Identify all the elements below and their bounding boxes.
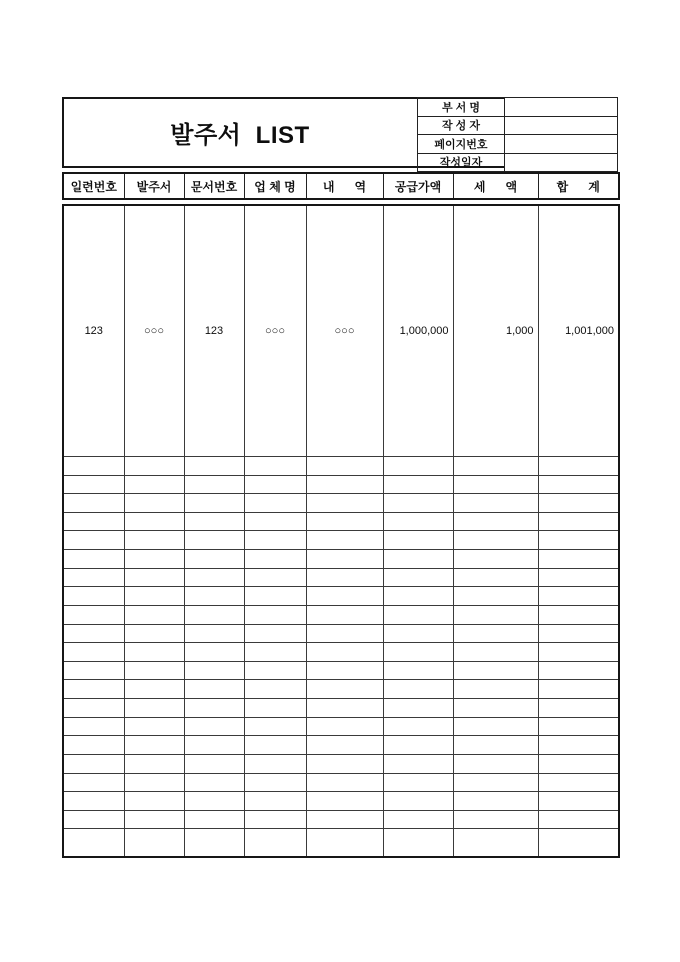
column-header-details: 내 역: [306, 173, 383, 199]
column-header-serial-no: 일련번호: [63, 173, 124, 199]
table-cell: [244, 494, 306, 513]
table-cell: [306, 754, 383, 773]
table-cell: [63, 605, 124, 624]
table-cell: [63, 680, 124, 699]
table-cell: [184, 699, 244, 718]
table-cell: [244, 829, 306, 857]
info-table: [417, 97, 618, 172]
table-cell: [124, 643, 184, 662]
table-cell: [244, 643, 306, 662]
column-header-tax-amount: 세 액: [453, 173, 538, 199]
table-cell: [383, 717, 453, 736]
table-cell: [383, 829, 453, 857]
table-cell: [453, 531, 538, 550]
table-cell: [244, 624, 306, 643]
table-cell: [306, 661, 383, 680]
info-row-department: [418, 98, 618, 117]
table-cell: [124, 810, 184, 829]
table-row: [63, 456, 619, 475]
table-cell: [453, 829, 538, 857]
table-row: [63, 680, 619, 699]
table-cell: [306, 550, 383, 569]
table-cell: [63, 494, 124, 513]
info-label-department: 부 서 명: [418, 98, 505, 117]
table-cell: [383, 792, 453, 811]
table-row: [63, 792, 619, 811]
table-cell: [124, 550, 184, 569]
table-cell: [184, 550, 244, 569]
table-cell: [63, 810, 124, 829]
table-cell: [538, 810, 619, 829]
table-cell: [63, 699, 124, 718]
table-cell: [244, 754, 306, 773]
table-cell: [306, 680, 383, 699]
table-cell: [306, 512, 383, 531]
table-cell: [306, 736, 383, 755]
table-cell: [124, 624, 184, 643]
table-cell: [124, 475, 184, 494]
table-cell: [306, 587, 383, 606]
table-cell: [63, 717, 124, 736]
table-row: [63, 717, 619, 736]
table-cell: [383, 736, 453, 755]
table-cell: [538, 754, 619, 773]
table-cell: [63, 531, 124, 550]
table-cell: [244, 810, 306, 829]
table-cell: [453, 661, 538, 680]
table-cell: [453, 494, 538, 513]
table-cell: [184, 754, 244, 773]
table-cell: [538, 717, 619, 736]
table-cell: [306, 456, 383, 475]
table-row: [63, 512, 619, 531]
table-cell: ○○○: [244, 205, 306, 456]
table-cell: [124, 699, 184, 718]
table-cell: [124, 717, 184, 736]
table-cell: [453, 605, 538, 624]
info-value-date: [505, 153, 618, 172]
data-grid: [62, 204, 620, 858]
table-row: [63, 773, 619, 792]
table-cell: 123: [184, 205, 244, 456]
table-cell: [184, 736, 244, 755]
table-cell: [244, 456, 306, 475]
table-cell: [383, 475, 453, 494]
table-cell: [244, 605, 306, 624]
column-header-supply-value: 공급가액: [383, 173, 453, 199]
table-cell: [306, 829, 383, 857]
table-cell: [453, 736, 538, 755]
table-cell: [184, 605, 244, 624]
table-cell: [184, 512, 244, 531]
table-cell: [453, 550, 538, 569]
table-cell: 1,001,000: [538, 205, 619, 456]
table-cell: [383, 643, 453, 662]
table-cell: [538, 456, 619, 475]
table-cell: [453, 475, 538, 494]
table-cell: [538, 624, 619, 643]
table-cell: [184, 661, 244, 680]
column-header-total: 합 계: [538, 173, 619, 199]
table-cell: [184, 475, 244, 494]
table-cell: [383, 661, 453, 680]
table-cell: [453, 754, 538, 773]
form-title: 발주서 LIST: [170, 122, 310, 149]
table-cell: [244, 661, 306, 680]
info-label-page-number: 페이지번호: [418, 135, 505, 154]
table-cell: [244, 475, 306, 494]
column-header-row: [63, 173, 619, 199]
table-row: [63, 531, 619, 550]
table-row: [63, 643, 619, 662]
table-row: [63, 829, 619, 857]
table-cell: [306, 792, 383, 811]
table-cell: [63, 568, 124, 587]
table-cell: [124, 680, 184, 699]
table-cell: [383, 754, 453, 773]
table-cell: [124, 531, 184, 550]
info-value-author: [505, 116, 618, 135]
table-cell: [184, 680, 244, 699]
table-cell: [244, 550, 306, 569]
info-row-author: [418, 116, 618, 135]
table-cell: [306, 475, 383, 494]
table-cell: [538, 550, 619, 569]
table-cell: [63, 512, 124, 531]
table-cell: [244, 736, 306, 755]
table-cell: [244, 773, 306, 792]
info-value-department: [505, 98, 618, 117]
table-cell: [306, 605, 383, 624]
table-row: [63, 568, 619, 587]
column-header-document-no: 문서번호: [184, 173, 244, 199]
table-cell: [124, 568, 184, 587]
table-cell: [124, 661, 184, 680]
table-cell: [306, 717, 383, 736]
table-cell: [63, 754, 124, 773]
table-cell: [453, 587, 538, 606]
table-cell: [306, 773, 383, 792]
table-cell: [383, 773, 453, 792]
table-cell: [383, 531, 453, 550]
table-row: [63, 624, 619, 643]
table-cell: [383, 456, 453, 475]
table-cell: [538, 531, 619, 550]
table-cell: 1,000,000: [383, 205, 453, 456]
table-cell: [63, 456, 124, 475]
table-cell: [184, 531, 244, 550]
table-cell: [538, 699, 619, 718]
table-cell: [453, 699, 538, 718]
table-row: [63, 475, 619, 494]
table-cell: [538, 605, 619, 624]
info-label-date: 작성일자: [418, 153, 505, 172]
table-cell: 123: [63, 205, 124, 456]
table-cell: [244, 568, 306, 587]
table-cell: [63, 475, 124, 494]
table-cell: [184, 494, 244, 513]
table-cell: [184, 773, 244, 792]
table-cell: [184, 568, 244, 587]
column-header-table: [62, 172, 620, 200]
table-cell: [306, 568, 383, 587]
table-cell: [63, 792, 124, 811]
table-cell: ○○○: [124, 205, 184, 456]
table-cell: [124, 792, 184, 811]
table-cell: [383, 587, 453, 606]
table-cell: [306, 531, 383, 550]
table-cell: [383, 605, 453, 624]
table-cell: [244, 680, 306, 699]
table-cell: [184, 829, 244, 857]
table-cell: [453, 792, 538, 811]
table-cell: [538, 792, 619, 811]
table-cell: [184, 643, 244, 662]
table-cell: [383, 494, 453, 513]
table-cell: [244, 792, 306, 811]
table-cell: [244, 512, 306, 531]
table-cell: [244, 717, 306, 736]
table-cell: [63, 661, 124, 680]
table-cell: [124, 494, 184, 513]
table-cell: [124, 754, 184, 773]
table-cell: [538, 661, 619, 680]
table-cell: [453, 456, 538, 475]
table-cell: [63, 829, 124, 857]
info-value-page-number: [505, 135, 618, 154]
table-cell: [63, 773, 124, 792]
table-cell: [184, 717, 244, 736]
column-header-order-form: 발주서: [124, 173, 184, 199]
table-cell: [124, 773, 184, 792]
table-cell: 1,000: [453, 205, 538, 456]
table-cell: [184, 810, 244, 829]
table-cell: [63, 624, 124, 643]
table-cell: [538, 587, 619, 606]
table-cell: [63, 550, 124, 569]
table-cell: [383, 810, 453, 829]
table-cell: [538, 829, 619, 857]
table-cell: [538, 680, 619, 699]
table-row: [63, 205, 619, 456]
table-cell: [124, 829, 184, 857]
table-cell: [453, 624, 538, 643]
table-cell: [63, 643, 124, 662]
table-cell: [453, 717, 538, 736]
table-cell: [184, 456, 244, 475]
table-cell: [306, 624, 383, 643]
data-grid-body: [63, 205, 619, 857]
table-cell: [538, 643, 619, 662]
table-row: [63, 661, 619, 680]
table-cell: [124, 512, 184, 531]
table-cell: [306, 699, 383, 718]
order-list-form: [62, 97, 618, 858]
table-cell: [383, 699, 453, 718]
table-cell: [538, 512, 619, 531]
table-cell: [124, 456, 184, 475]
table-cell: [244, 531, 306, 550]
form-header-block: [62, 97, 618, 168]
table-cell: [383, 512, 453, 531]
table-cell: [453, 643, 538, 662]
table-cell: [383, 624, 453, 643]
table-cell: [306, 494, 383, 513]
table-row: [63, 550, 619, 569]
table-cell: [124, 587, 184, 606]
table-cell: [453, 810, 538, 829]
table-cell: [63, 587, 124, 606]
info-row-page-number: [418, 135, 618, 154]
table-cell: [124, 736, 184, 755]
table-row: [63, 587, 619, 606]
table-cell: [538, 773, 619, 792]
table-cell: [538, 736, 619, 755]
table-cell: [538, 494, 619, 513]
table-row: [63, 810, 619, 829]
table-cell: [184, 624, 244, 643]
table-row: [63, 494, 619, 513]
table-row: [63, 736, 619, 755]
table-row: [63, 699, 619, 718]
table-cell: [453, 512, 538, 531]
table-cell: [453, 568, 538, 587]
table-cell: [63, 736, 124, 755]
table-cell: [383, 550, 453, 569]
table-cell: [184, 792, 244, 811]
table-cell: [184, 587, 244, 606]
table-cell: ○○○: [306, 205, 383, 456]
table-row: [63, 754, 619, 773]
table-cell: [383, 680, 453, 699]
info-row-date: [418, 153, 618, 172]
table-cell: [453, 773, 538, 792]
column-header-company-name: 업 체 명: [244, 173, 306, 199]
table-cell: [306, 643, 383, 662]
table-cell: [124, 605, 184, 624]
table-cell: [453, 680, 538, 699]
info-label-author: 작 성 자: [418, 116, 505, 135]
table-cell: [538, 475, 619, 494]
table-cell: [538, 568, 619, 587]
table-cell: [383, 568, 453, 587]
table-cell: [244, 699, 306, 718]
table-cell: [244, 587, 306, 606]
table-row: [63, 605, 619, 624]
table-cell: [306, 810, 383, 829]
